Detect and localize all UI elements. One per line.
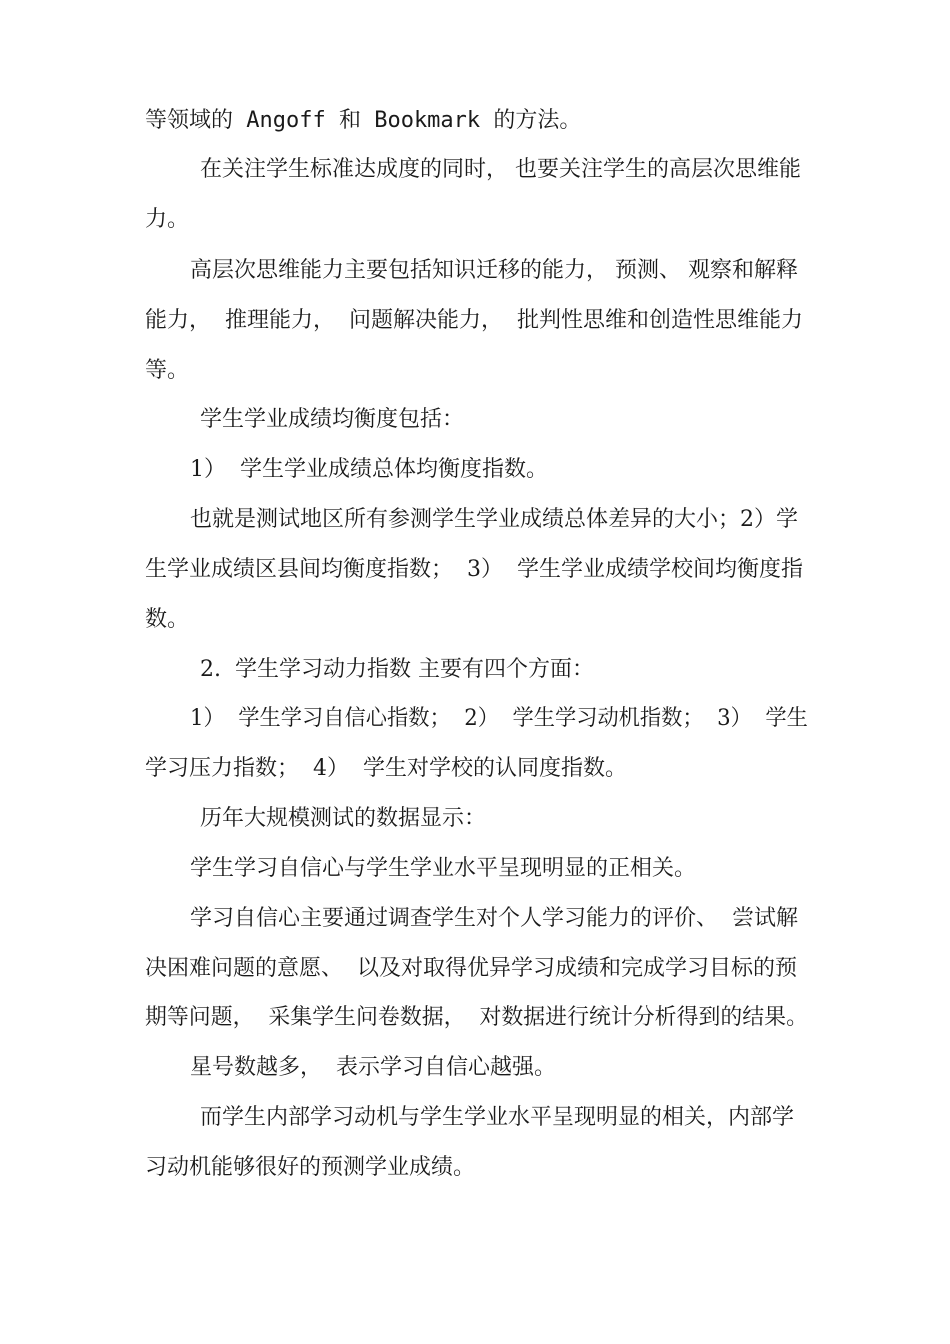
paragraph-line: 等领域的 Angoff 和 Bookmark 的方法。 <box>145 108 582 133</box>
paragraph-line: 星号数越多， 表示学习自信心越强。 <box>190 1055 556 1080</box>
paragraph-line: 期等问题， 采集学生问卷数据， 对数据进行统计分析得到的结果。 <box>145 1005 808 1030</box>
paragraph-line: 学生学业成绩均衡度包括： <box>200 407 465 432</box>
paragraph-line: 学习压力指数； 4） 学生对学校的认同度指数。 <box>145 756 627 781</box>
paragraph-line: 1） 学生学业成绩总体均衡度指数。 <box>190 457 548 482</box>
paragraph-line: 学习自信心主要通过调查学生对个人学习能力的评价、 尝试解 <box>190 906 798 931</box>
paragraph-line: 生学业成绩区县间均衡度指数； 3） 学生学业成绩学校间均衡度指 <box>145 557 803 582</box>
paragraph-line: 习动机能够很好的预测学业成绩。 <box>145 1155 476 1180</box>
paragraph-line: 学生学习自信心与学生学业水平呈现明显的正相关。 <box>190 856 697 881</box>
paragraph-line: 等。 <box>145 358 190 383</box>
paragraph-line: 而学生内部学习动机与学生学业水平呈现明显的相关，内部学 <box>200 1105 795 1130</box>
paragraph-line: 高层次思维能力主要包括知识迁移的能力， 预测、 观察和解释 <box>190 258 798 283</box>
paragraph-line: 2. 学生学习动力指数 主要有四个方面： <box>200 657 594 682</box>
paragraph-line: 力。 <box>145 207 190 232</box>
paragraph-line: 能力， 推理能力， 问题解决能力， 批判性思维和创造性思维能力 <box>145 308 803 333</box>
paragraph-line: 决困难问题的意愿、 以及对取得优异学习成绩和完成学习目标的预 <box>145 956 797 981</box>
paragraph-line: 数。 <box>145 607 190 632</box>
paragraph-line: 历年大规模测试的数据显示： <box>200 806 487 831</box>
paragraph-line: 1） 学生学习自信心指数； 2） 学生学习动机指数； 3） 学生 <box>190 706 808 731</box>
paragraph-line: 也就是测试地区所有参测学生学业成绩总体差异的大小；2）学 <box>190 507 798 532</box>
paragraph-line: 在关注学生标准达成度的同时， 也要关注学生的高层次思维能 <box>200 157 801 182</box>
